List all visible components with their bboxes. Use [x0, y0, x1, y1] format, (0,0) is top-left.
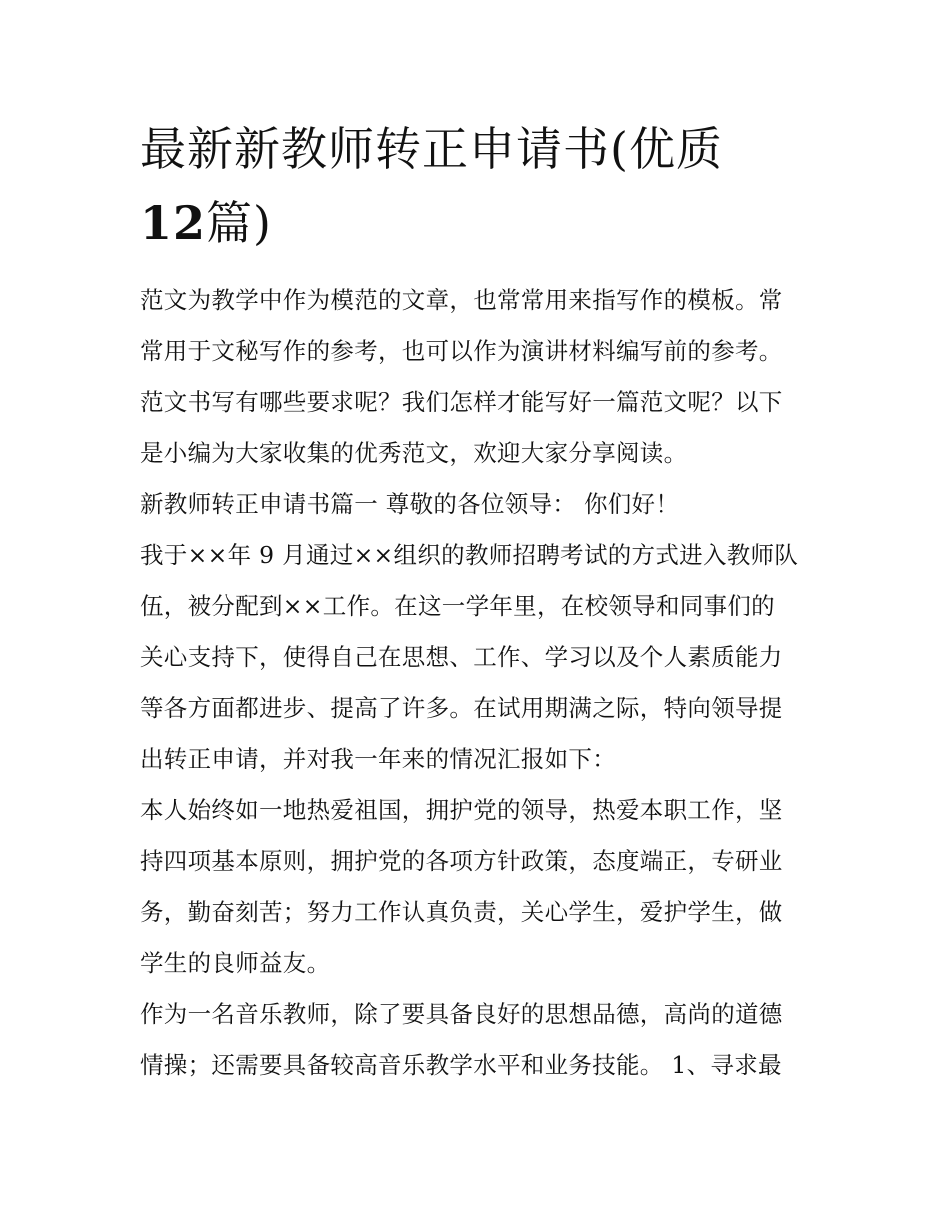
text-line: 本人始终如一地热爱祖国，拥护党的领导，热爱本职工作，坚: [140, 796, 783, 824]
text-line: 常用于文秘写作的参考，也可以作为演讲材料编写前的参考。: [140, 337, 783, 365]
paragraph-intro: [140, 275, 820, 479]
title-line-2: [140, 186, 820, 260]
title-number: 12: [140, 196, 207, 250]
text-line: 学生的良师益友。: [140, 949, 331, 977]
text-line: 情操；还需要具备较高音乐教学水平和业务技能。 1、寻求最: [140, 1051, 782, 1079]
document-title: [140, 112, 820, 260]
paragraph-music-teacher: [140, 989, 820, 1091]
text-line: 务，勤奋刻苦；努力工作认真负责，关心学生，爱护学生，做: [140, 898, 783, 926]
text-line: 伍，被分配到××工作。在这一学年里，在校领导和同事们的: [140, 592, 775, 620]
paragraph-introduction: [140, 530, 820, 785]
title-line-1: 最新新教师转正申请书(优质: [140, 122, 723, 176]
text-line: 持四项基本原则，拥护党的各项方针政策，态度端正，专研业: [140, 847, 783, 875]
text-line: 关心支持下，使得自己在思想、工作、学习以及个人素质能力: [140, 643, 783, 671]
paragraph-ideology: [140, 785, 820, 989]
text-line: 作为一名音乐教师，除了要具备良好的思想品德，高尚的道德: [140, 1000, 783, 1028]
text-line: 范文书写有哪些要求呢？我们怎样才能写好一篇范文呢？以下: [140, 388, 783, 416]
text-line: 新教师转正申请书篇一 尊敬的各位领导： 你们好！: [140, 490, 680, 518]
text-line: 我于××年 9 月通过××组织的教师招聘考试的方式进入教师队: [140, 541, 799, 569]
text-line: 等各方面都进步、提高了许多。在试用期满之际，特向领导提: [140, 694, 783, 722]
text-line: 范文为教学中作为模范的文章，也常常用来指写作的模板。常: [140, 286, 783, 314]
text-line: 出转正申请，并对我一年来的情况汇报如下：: [140, 745, 616, 773]
title-suffix: 篇): [206, 196, 272, 250]
paragraph-greeting: [140, 479, 820, 530]
text-line: 是小编为大家收集的优秀范文，欢迎大家分享阅读。: [140, 439, 688, 467]
document-body: [140, 275, 820, 1091]
